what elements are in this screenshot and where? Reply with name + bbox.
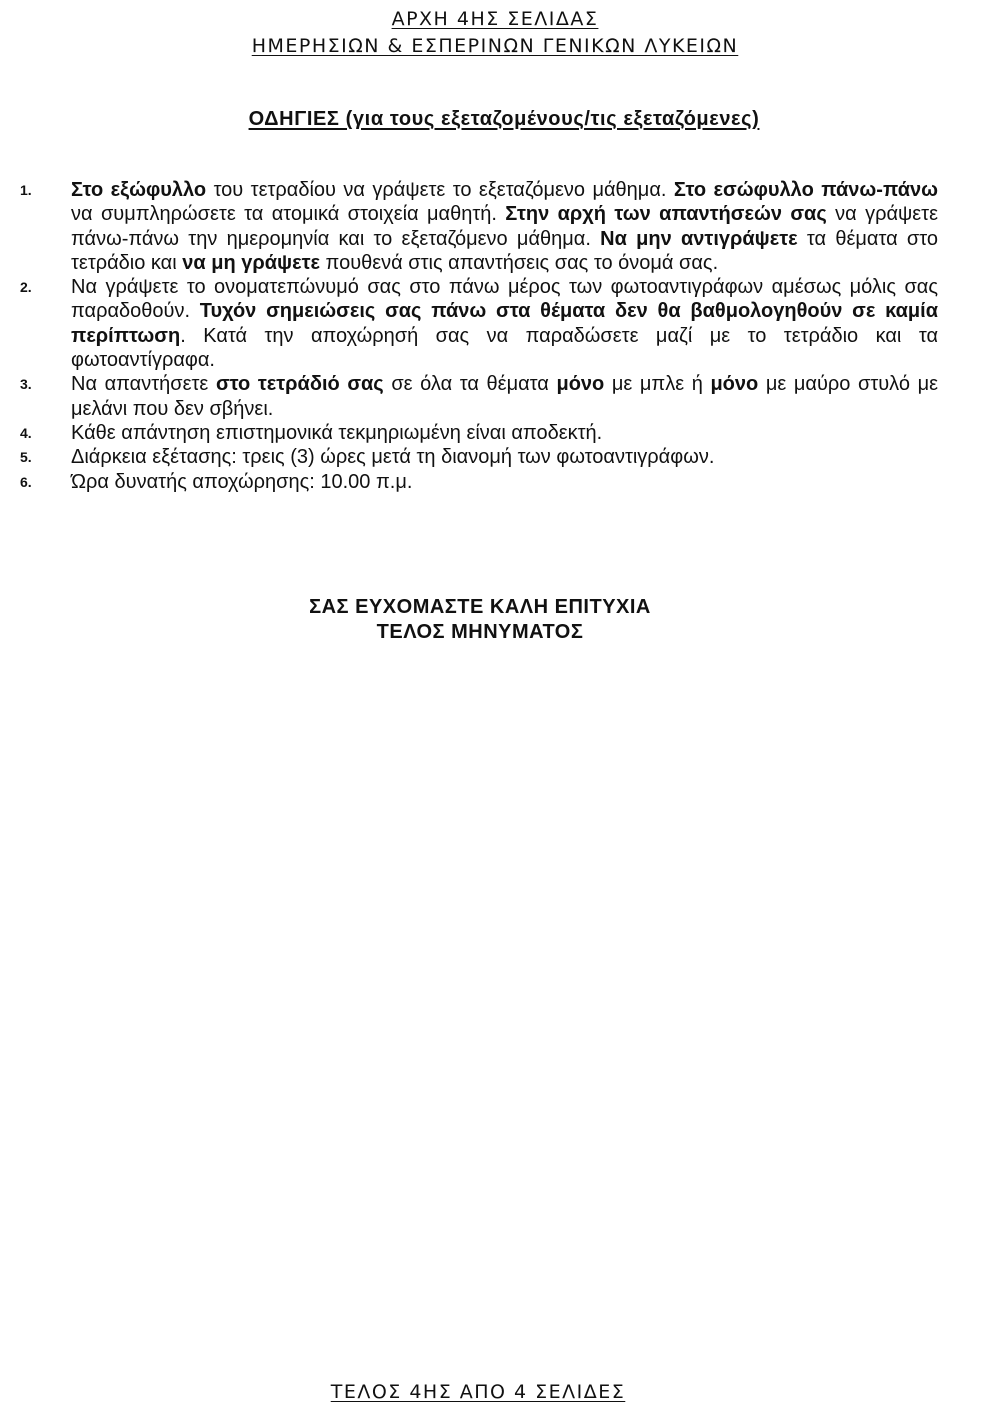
instruction-item xyxy=(20,372,938,421)
instruction-number: 2. xyxy=(20,279,32,296)
instruction-emphasis: Στο εξώφυλλο xyxy=(71,179,207,201)
instruction-segment: τα θέματα στο τετράδιο και xyxy=(71,227,938,274)
instruction-number: 5. xyxy=(20,449,32,466)
instruction-emphasis: να μη γράψετε xyxy=(182,251,320,274)
instruction-text xyxy=(71,179,938,274)
instruction-item xyxy=(20,178,938,275)
instruction-number: 4. xyxy=(20,424,32,441)
instruction-emphasis: μόνο xyxy=(710,373,759,396)
instructions-list xyxy=(20,178,938,494)
instruction-segment: Κάθε απάντηση επιστημονικά τεκμηριωμένη είναι αποδεκτή. xyxy=(71,421,603,444)
instruction-segment: του τετραδίου να γράψετε το εξεταζόμενο μάθημα. xyxy=(206,179,674,201)
instruction-item xyxy=(20,421,938,445)
instruction-segment: Να γράψετε το ονοματεπώνυμό σας στο πάνω μέρος των φωτοαντιγράφων αμέσως μόλις σας παραδοθούν. xyxy=(71,276,938,323)
page-header-subtitle: ΗΜΕΡΗΣΙΩΝ & ΕΣΠΕΡΙΝΩΝ ΓΕΝΙΚΩΝ ΛΥΚΕΙΩΝ xyxy=(251,35,739,57)
instruction-segment: με μαύρο στυλό με μελάνι που δεν σβήνει. xyxy=(71,373,939,420)
instruction-number: 1. xyxy=(20,182,32,198)
instruction-item xyxy=(20,275,938,372)
instruction-number: 3. xyxy=(20,376,32,393)
page-header-title: ΑΡΧΗ 4ΗΣ ΣΕΛΙΔΑΣ xyxy=(391,8,599,30)
instruction-segment: σε όλα τα θέματα xyxy=(383,373,557,396)
instruction-text xyxy=(71,422,602,444)
instruction-item xyxy=(20,445,938,469)
instruction-segment: να γράψετε πάνω-πάνω την ημερομηνία και το εξεταζόμενο μάθημα. xyxy=(71,203,938,250)
instruction-text xyxy=(71,276,938,371)
instructions-title: ΟΔΗΓΙΕΣ (για τους εξεταζομένους/τις εξεταζόμενες) xyxy=(248,108,760,130)
instruction-emphasis: Να μην αντιγράψετε xyxy=(600,227,798,250)
instruction-segment: . Κατά την αποχώρησή σας να παραδώσετε μαζί με το τετράδιο και τα φωτοαντίγραφα. xyxy=(71,324,938,372)
instruction-segment: να συμπληρώσετε τα ατομικά στοιχεία μαθητή. xyxy=(71,203,506,226)
instruction-emphasis: Στην αρχή των απαντήσεών σας xyxy=(505,203,827,226)
closing-end-of-message: ΤΕΛΟΣ ΜΗΝΥΜΑΤΟΣ xyxy=(376,621,584,643)
closing-wish: ΣΑΣ ΕΥΧΟΜΑΣΤΕ ΚΑΛΗ ΕΠΙΤΥΧΙΑ xyxy=(309,596,651,618)
instruction-text xyxy=(71,373,938,419)
instruction-segment: Να απαντήσετε xyxy=(71,373,216,396)
instruction-emphasis: μόνο xyxy=(556,373,605,396)
instruction-emphasis: στο τετράδιό σας xyxy=(215,373,384,396)
instruction-emphasis: Τυχόν σημειώσεις σας πάνω στα θέματα δεν θα βαθμολογηθούν σε καμία περίπτωση xyxy=(71,300,938,347)
instruction-segment: πουθενά στις απαντήσεις σας το όνομά σας. xyxy=(320,251,719,274)
instruction-segment: Ώρα δυνατής αποχώρησης: 10.00 π.μ. xyxy=(71,470,413,493)
instruction-number: 6. xyxy=(20,473,32,490)
instruction-segment: Διάρκεια εξέτασης: τρεις (3) ώρες μετά τη διανομή των φωτοαντιγράφων. xyxy=(71,446,715,469)
instruction-text xyxy=(71,471,412,493)
page-footer: ΤΕΛΟΣ 4ΗΣ ΑΠΟ 4 ΣΕΛΙΔΕΣ xyxy=(330,1381,626,1403)
instruction-emphasis: Στο εσώφυλλο πάνω-πάνω xyxy=(673,179,939,201)
instruction-text xyxy=(71,446,714,468)
instruction-segment: με μπλε ή xyxy=(604,373,711,396)
instruction-item xyxy=(20,470,938,494)
